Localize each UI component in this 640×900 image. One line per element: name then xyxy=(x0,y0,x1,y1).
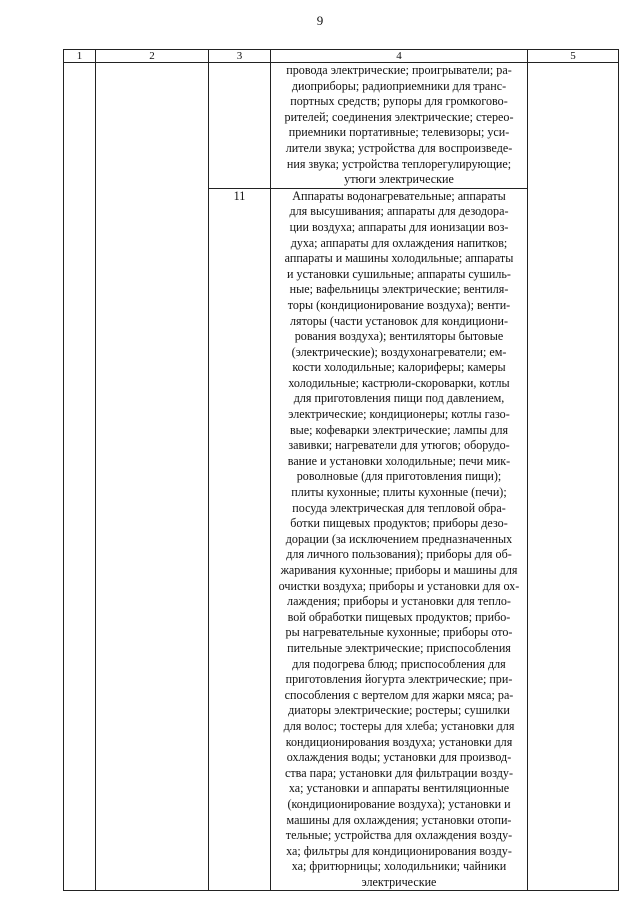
col-5-cell xyxy=(528,63,619,891)
description-line: электрические; кондиционеры; котлы газо- xyxy=(288,407,510,422)
col-2-cell xyxy=(96,63,209,891)
description-line: Аппараты водонагревательные; аппараты xyxy=(292,188,506,203)
description-line: пительные электрические; приспособления xyxy=(287,640,511,655)
description-line: вание и установки холодильные; печи мик- xyxy=(287,453,511,468)
description-line: очистки воздуха; приборы и установки для ох- xyxy=(278,578,520,593)
description-line: ры нагревательные кухонные; приборы ото- xyxy=(285,625,513,640)
description-line: для приготовления пищи под давлением, xyxy=(293,391,505,406)
description-line: способления с вертелом для жарки мяса; ра- xyxy=(284,687,514,702)
header-col-2: 2 xyxy=(96,50,209,63)
header-row xyxy=(64,50,619,63)
description-line: лаждения; приборы и установки для тепло- xyxy=(287,594,511,609)
description-line: портных средств; рупоры для громкогово- xyxy=(290,94,508,109)
description-line: ния звука; устройства теплорегулирующие; xyxy=(286,156,512,171)
description-line: вой обработки пищевых продуктов; прибо- xyxy=(287,609,511,624)
classification-table xyxy=(63,49,619,891)
description-line: жаривания кухонные; приборы и машины для xyxy=(280,563,518,577)
description-line: приемники портативные; телевизоры; уси- xyxy=(288,125,510,140)
description-line: провода электрические; проигрыватели; ра- xyxy=(286,63,512,77)
description-line: машины для охлаждения; установки отопи- xyxy=(286,812,512,827)
table-row-continuation xyxy=(64,63,619,189)
description-line: для личного пользования); приборы для об- xyxy=(286,547,512,562)
description-line: рителей; соединения электрические; стерео- xyxy=(284,109,514,124)
description-line: диоприборы; радиоприемники для транс- xyxy=(291,78,507,93)
description-line: для высушивания; аппараты для дезодора- xyxy=(289,204,509,219)
description-line: диаторы электрические; ростеры; сушилки xyxy=(288,703,510,718)
description-line: ляторы (части установок для кондициони- xyxy=(289,313,509,328)
description-line: дорации (за исключением предназначенных xyxy=(285,531,513,546)
description-line: охлаждения воды; установки для производ- xyxy=(286,750,512,765)
description-line: (электрические); воздухонагреватели; ем- xyxy=(291,344,507,359)
description-line: вые; кофеварки электрические; лампы для xyxy=(289,422,509,437)
goods-description-continuation xyxy=(271,63,528,189)
description-line: ства пара; установки для фильтрации возду- xyxy=(285,765,513,780)
description-line: ха; установки и аппараты вентиляционные xyxy=(288,781,510,796)
description-line: духа; аппараты для охлаждения напитков; xyxy=(290,235,508,250)
description-line: кондиционирования воздуха; установки для xyxy=(285,734,513,749)
header-col-1: 1 xyxy=(64,50,96,63)
class-code-cell xyxy=(209,63,271,189)
description-line: ные; вафельницы электрические; вентиля- xyxy=(289,282,509,297)
description-line: тельные; устройства для охлаждения возду- xyxy=(285,828,513,843)
description-line: для волос; тостеры для хлеба; установки для xyxy=(283,718,515,733)
description-line: ции воздуха; аппараты для ионизации воз- xyxy=(289,219,509,234)
description-line: холодильные; кастрюли-скороварки, котлы xyxy=(288,375,510,390)
class-code-cell: 11 xyxy=(209,188,271,891)
description-line: кости холодильные; калориферы; камеры xyxy=(292,360,506,375)
description-line: завивки; нагреватели для утюгов; оборудо- xyxy=(288,438,510,453)
description-line: для подогрева блюд; приспособления для xyxy=(292,656,506,671)
description-line: ха; фильтры для кондиционирования возду- xyxy=(286,843,512,858)
description-line: лители звука; устройства для воспроизведе- xyxy=(285,140,513,155)
description-line: (кондиционирование воздуха); установки и xyxy=(287,796,511,811)
description-line: аппараты и машины холодильные; аппараты xyxy=(284,251,514,266)
description-line: рования воздуха); вентиляторы бытовые xyxy=(294,329,504,344)
header-col-5: 5 xyxy=(528,50,619,63)
page-number: 9 xyxy=(316,13,324,28)
description-line: роволновые (для приготовления пищи); xyxy=(296,469,502,484)
description-line: торы (кондиционирование воздуха); венти- xyxy=(287,297,511,312)
header-col-4: 4 xyxy=(271,50,528,63)
description-line: ха; фритюрницы; холодильники; чайники xyxy=(291,859,507,874)
description-line: посуда электрическая для тепловой обра- xyxy=(292,500,506,515)
description-line: электрические xyxy=(361,874,437,889)
goods-description-class-11 xyxy=(271,188,528,891)
description-line: плиты кухонные; плиты кухонные (печи); xyxy=(291,485,507,500)
description-line: и установки сушильные; аппараты сушиль- xyxy=(287,266,511,281)
header-col-3: 3 xyxy=(209,50,271,63)
description-line: ботки пищевых продуктов; приборы дезо- xyxy=(290,516,508,531)
description-line: приготовления йогурта электрические; при- xyxy=(285,672,513,687)
col-1-cell xyxy=(64,63,96,891)
description-line: утюги электрические xyxy=(344,172,454,187)
